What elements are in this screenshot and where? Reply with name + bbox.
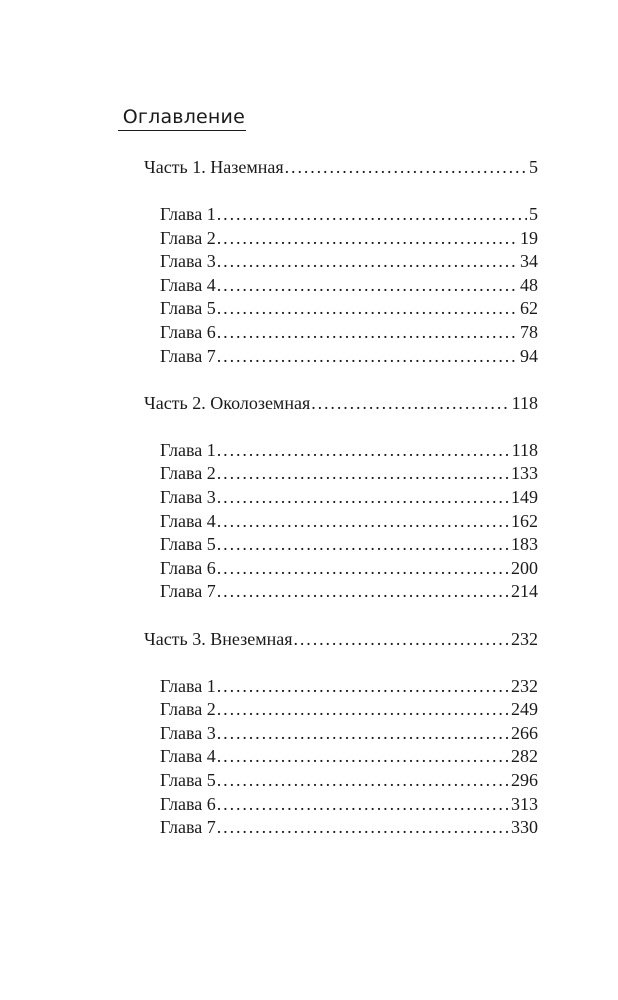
entry-title: Глава 6 [160, 557, 216, 578]
toc-chapter-entry [144, 486, 538, 510]
dot-leader [217, 698, 509, 722]
page-number: 282 [511, 746, 538, 767]
page-number: 62 [520, 298, 538, 319]
entry-title: Глава 2 [160, 463, 216, 484]
toc-chapter-entry [144, 321, 538, 345]
toc-part [144, 628, 538, 840]
table-of-contents [144, 156, 538, 863]
toc-part-entry [144, 628, 538, 652]
dot-leader [217, 486, 509, 510]
entry-title: Глава 7 [160, 581, 216, 602]
dot-leader [285, 156, 527, 180]
dot-leader [217, 321, 518, 345]
entry-title: Глава 6 [160, 793, 216, 814]
dot-leader [217, 510, 509, 534]
page-number: 266 [511, 722, 538, 743]
dot-leader [217, 816, 509, 840]
page-title: Оглавление [122, 106, 245, 128]
toc-chapter-entry [144, 533, 538, 557]
dot-leader [294, 628, 510, 652]
page-number: 5 [529, 204, 538, 225]
entry-title: Глава 7 [160, 817, 216, 838]
toc-chapter-entry [144, 250, 538, 274]
entry-title: Глава 4 [160, 510, 216, 531]
entry-title: Глава 1 [160, 675, 216, 696]
entry-title: Глава 5 [160, 534, 216, 555]
toc-part [144, 156, 538, 368]
toc-chapter-entry [144, 816, 538, 840]
entry-title: Глава 5 [160, 769, 216, 790]
page-number: 214 [511, 581, 538, 602]
dot-leader [217, 439, 510, 463]
entry-title: Глава 7 [160, 345, 216, 366]
dot-leader [217, 533, 509, 557]
entry-title: Часть 2. Околоземная [144, 392, 311, 413]
page-number: 118 [511, 392, 538, 413]
dot-leader [217, 580, 509, 604]
page-number: 232 [511, 675, 538, 696]
toc-chapter-entry [144, 698, 538, 722]
dot-leader [217, 345, 518, 369]
page-number: 149 [511, 487, 538, 508]
dot-leader [217, 793, 509, 817]
dot-leader [217, 250, 518, 274]
page-number: 78 [520, 322, 538, 343]
page-number: 94 [520, 345, 538, 366]
entry-title: Глава 4 [160, 746, 216, 767]
page-number: 200 [511, 557, 538, 578]
dot-leader [217, 745, 509, 769]
dot-leader [217, 769, 509, 793]
entry-title: Глава 1 [160, 439, 216, 460]
entry-title: Глава 4 [160, 274, 216, 295]
entry-title: Глава 5 [160, 298, 216, 319]
entry-title: Глава 3 [160, 487, 216, 508]
toc-chapter-entry [144, 769, 538, 793]
page-number: 133 [511, 463, 538, 484]
toc-header [118, 104, 246, 131]
dot-leader [217, 274, 518, 298]
page-number: 296 [511, 769, 538, 790]
page-number: 183 [511, 534, 538, 555]
page-number: 34 [520, 251, 538, 272]
entry-title: Глава 3 [160, 722, 216, 743]
dot-leader [217, 722, 509, 746]
entry-title: Глава 6 [160, 322, 216, 343]
page-number: 330 [511, 817, 538, 838]
toc-chapter-entry [144, 793, 538, 817]
dot-leader [217, 675, 509, 699]
toc-chapter-entry [144, 345, 538, 369]
entry-title: Часть 3. Внеземная [144, 628, 293, 649]
toc-chapter-entry [144, 274, 538, 298]
toc-chapter-entry [144, 675, 538, 699]
toc-part-entry [144, 156, 538, 180]
toc-part [144, 392, 538, 604]
entry-title: Глава 3 [160, 251, 216, 272]
page-number: 19 [520, 227, 538, 248]
toc-part-entry [144, 392, 538, 416]
page-number: 48 [520, 274, 538, 295]
toc-chapter-entry [144, 462, 538, 486]
page-number: 118 [511, 439, 538, 460]
toc-chapter-entry [144, 227, 538, 251]
toc-chapter-entry [144, 557, 538, 581]
page-number: 232 [511, 628, 538, 649]
page-number: 313 [511, 793, 538, 814]
entry-title: Глава 2 [160, 227, 216, 248]
dot-leader [311, 392, 509, 416]
toc-chapter-entry [144, 580, 538, 604]
toc-chapter-entry [144, 297, 538, 321]
toc-chapter-entry [144, 510, 538, 534]
heading-underline [118, 130, 246, 131]
toc-chapter-entry [144, 203, 538, 227]
dot-leader [217, 557, 509, 581]
toc-chapter-entry [144, 439, 538, 463]
page-number: 5 [529, 157, 538, 177]
toc-chapter-entry [144, 722, 538, 746]
entry-title: Часть 1. Наземная [144, 157, 284, 177]
dot-leader [217, 227, 518, 251]
toc-chapter-entry [144, 745, 538, 769]
dot-leader [217, 462, 509, 486]
entry-title: Глава 2 [160, 699, 216, 720]
page-number: 162 [511, 510, 538, 531]
dot-leader [217, 297, 518, 321]
entry-title: Глава 1 [160, 204, 216, 225]
dot-leader [217, 203, 527, 227]
page-number: 249 [511, 699, 538, 720]
